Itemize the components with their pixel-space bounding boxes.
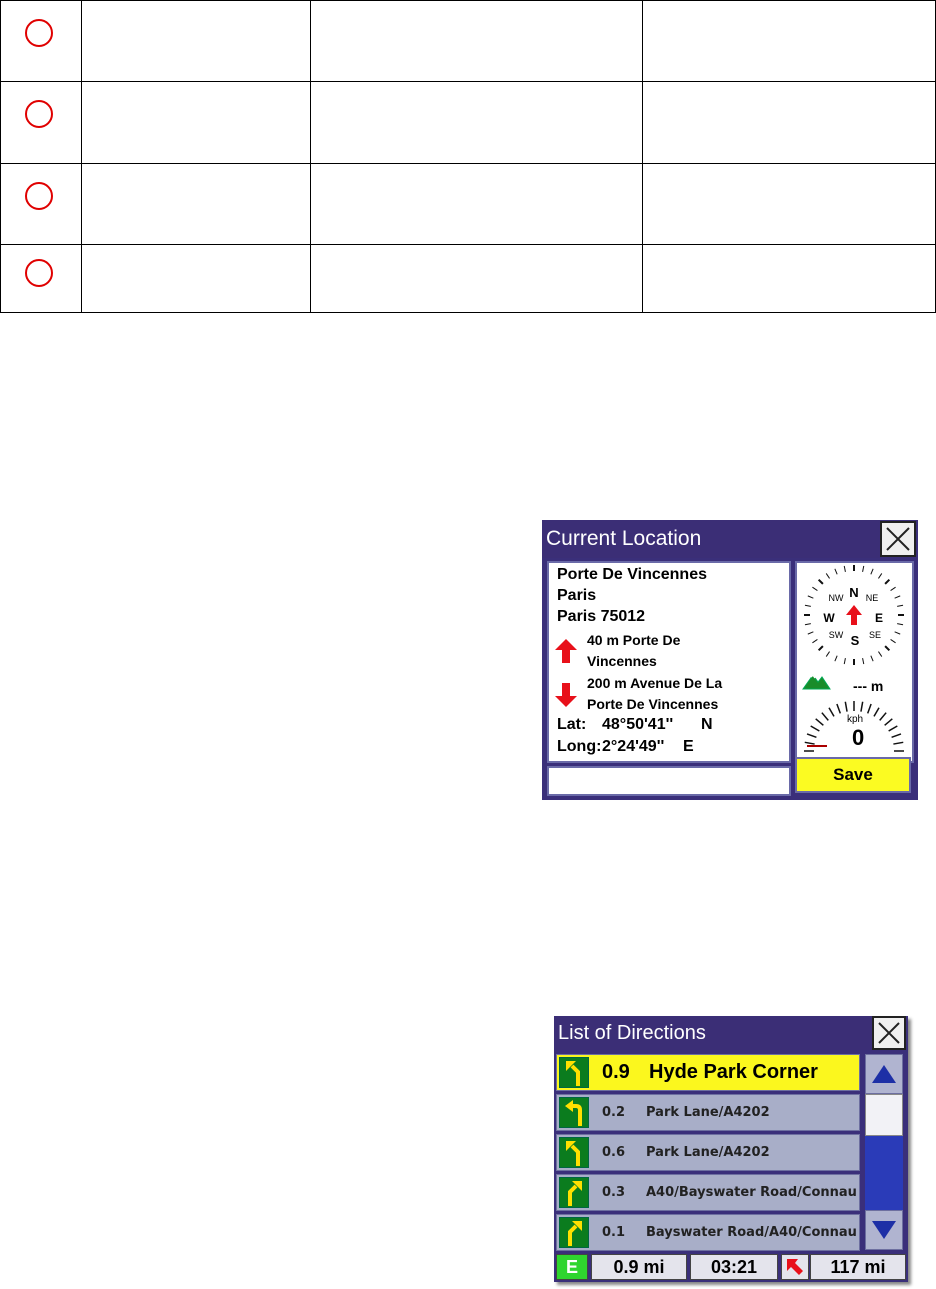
- speed-readout: 0: [852, 725, 865, 750]
- ahead-road: 40 m Porte De: [587, 632, 681, 648]
- compass-w: W: [823, 611, 835, 625]
- current-location-screen: [542, 520, 918, 800]
- list-of-directions-screen: [554, 1016, 908, 1282]
- table-cell: [310, 82, 643, 164]
- table-cell: [81, 1, 310, 82]
- table-cell: [643, 82, 936, 164]
- direction-row[interactable]: [556, 1094, 860, 1131]
- direction-arrow: [781, 1254, 809, 1280]
- table-cell: [81, 245, 310, 313]
- bear-right-icon: [559, 1217, 589, 1248]
- close-icon: [874, 1018, 904, 1048]
- longitude-dir: E: [683, 738, 694, 755]
- compass-se: SE: [868, 630, 882, 640]
- latitude-label: Lat:: [557, 716, 587, 733]
- destination-arrow-icon: [782, 1255, 808, 1279]
- table-cell: [643, 245, 936, 313]
- scrollbar-thumb[interactable]: [865, 1094, 903, 1136]
- bear-right-icon: [559, 1177, 589, 1208]
- longitude: [557, 738, 694, 756]
- down-arrow-icon: [866, 1211, 902, 1249]
- direction-distance: 0.1: [602, 1225, 626, 1240]
- save-button[interactable]: Save: [795, 757, 911, 793]
- latitude-dir: N: [701, 716, 713, 733]
- table-row: [1, 245, 936, 313]
- close-icon: [882, 523, 914, 555]
- longitude-value: 2°24'49'': [602, 738, 665, 755]
- time-remaining[interactable]: 03:21: [690, 1254, 778, 1280]
- behind-road: 200 m Avenue De La: [587, 675, 723, 691]
- direction-row[interactable]: [556, 1134, 860, 1171]
- direction-road: Park Lane/A4202: [646, 1145, 770, 1160]
- direction-road: A40/Bayswater Road/Connau: [646, 1185, 857, 1200]
- compass-n: N: [849, 585, 859, 600]
- table-row: [1, 82, 936, 164]
- direction-distance: 0.9: [602, 1061, 630, 1083]
- direction-row[interactable]: [556, 1054, 860, 1091]
- compass-s: S: [850, 633, 860, 648]
- window-title: List of Directions: [554, 1016, 872, 1050]
- address-line: Paris 75012: [557, 608, 646, 625]
- direction-road: Bayswater Road/A40/Connau: [646, 1225, 857, 1240]
- window-title: Current Location: [542, 520, 880, 558]
- address-line: Paris: [557, 587, 597, 604]
- gauges-panel: [795, 561, 914, 763]
- compass-sw: SW: [828, 630, 844, 640]
- arrow-up-icon: [555, 639, 577, 663]
- direction-road: Hyde Park Corner: [649, 1061, 818, 1083]
- next-turn-distance[interactable]: 0.9 mi: [591, 1254, 687, 1280]
- table-cell: [643, 164, 936, 245]
- close-button[interactable]: [872, 1016, 906, 1050]
- heading-arrow-icon: [846, 605, 862, 625]
- red-circle-marker: [25, 259, 53, 287]
- table-cell: [310, 1, 643, 82]
- table-cell: [643, 1, 936, 82]
- address-line: Porte De Vincennes: [557, 566, 707, 583]
- status-bar: [556, 1254, 906, 1280]
- latitude-value: 48°50'41'': [602, 716, 674, 733]
- up-arrow-icon: [866, 1055, 902, 1093]
- direction-distance: 0.3: [602, 1185, 626, 1200]
- red-circle-marker: [25, 182, 53, 210]
- direction-distance: 0.6: [602, 1145, 626, 1160]
- table-row: [1, 164, 936, 245]
- message-field: [547, 766, 791, 796]
- arrow-down-icon: [555, 683, 577, 707]
- direction-row[interactable]: [556, 1174, 860, 1211]
- location-info-panel: [547, 561, 791, 763]
- red-circle-marker: [25, 100, 53, 128]
- turn-left-icon: [559, 1097, 589, 1128]
- table-cell: [310, 245, 643, 313]
- behind-road: Porte De Vincennes: [587, 696, 719, 712]
- table-cell: [81, 164, 310, 245]
- total-distance[interactable]: 117 mi: [810, 1254, 906, 1280]
- compass-nw: NW: [828, 593, 844, 603]
- longitude-label: Long:: [557, 738, 602, 755]
- speed-unit: kph: [847, 714, 864, 725]
- bear-left-icon: [559, 1137, 589, 1168]
- altitude-readout: --- m: [853, 678, 884, 694]
- scroll-down-button[interactable]: [865, 1210, 903, 1250]
- table-cell: [310, 164, 643, 245]
- direction-road: Park Lane/A4202: [646, 1105, 770, 1120]
- compass-e: E: [874, 611, 884, 625]
- table-row: [1, 1, 936, 82]
- latitude: [557, 716, 713, 734]
- close-button[interactable]: [880, 521, 916, 557]
- requirements-table: [0, 0, 936, 313]
- table-cell: [81, 82, 310, 164]
- compass-ne: NE: [865, 593, 879, 603]
- red-circle-marker: [25, 19, 53, 47]
- direction-distance: 0.2: [602, 1105, 626, 1120]
- bear-left-icon: [559, 1057, 589, 1088]
- scroll-up-button[interactable]: [865, 1054, 903, 1094]
- ahead-road: Vincennes: [587, 653, 657, 669]
- direction-row[interactable]: [556, 1214, 860, 1251]
- mountain-icon: [803, 675, 830, 689]
- heading-indicator: E: [556, 1254, 588, 1280]
